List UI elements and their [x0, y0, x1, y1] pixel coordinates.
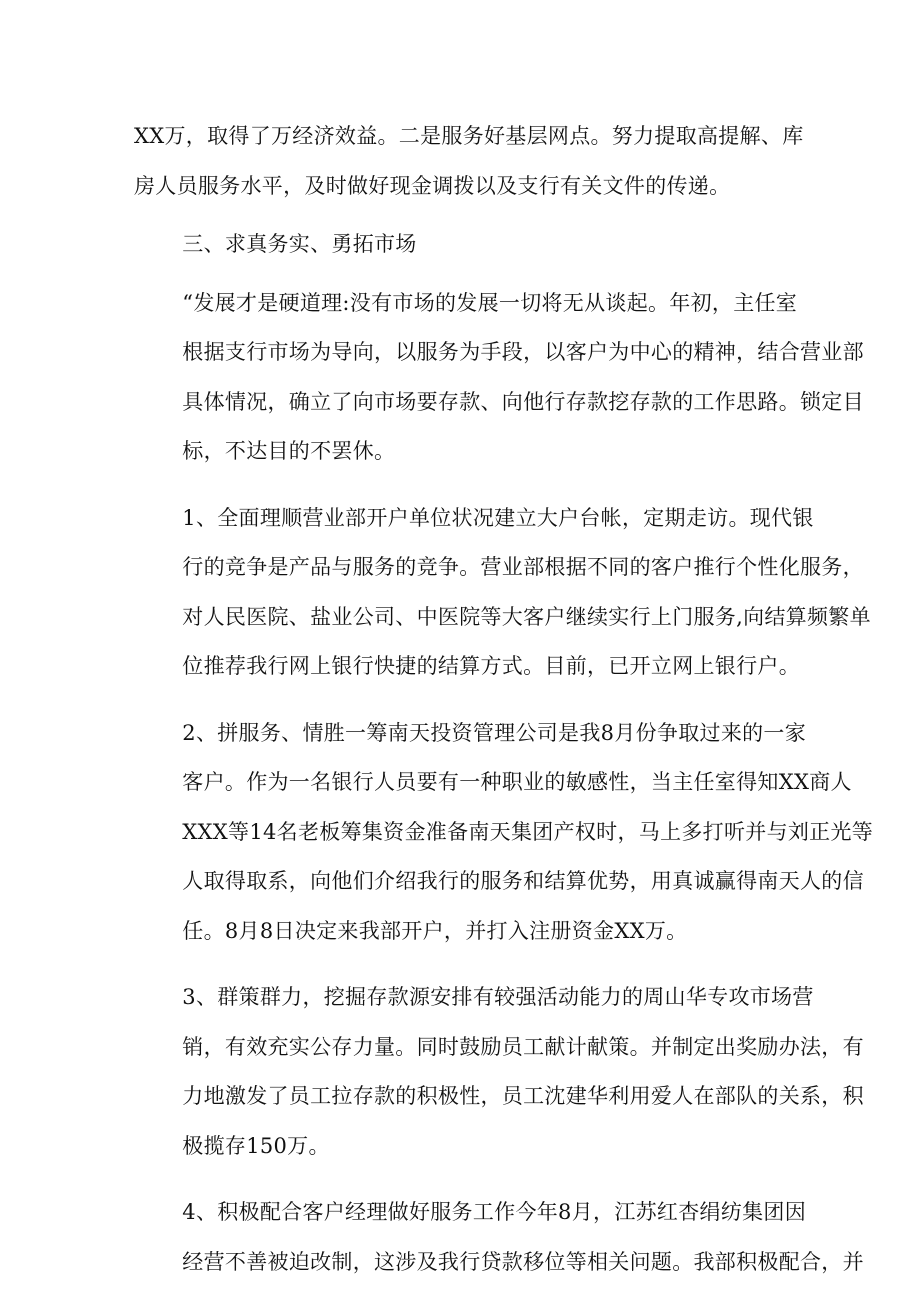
text-line: 3、群策群力，挖掘存款源安排有较强活动能力的周山华专攻市场营	[182, 985, 814, 1009]
text-line: “发展才是硬道理:没有市场的发展一切将无从谈起。年初，主任室	[182, 290, 798, 315]
text-line: 人取得取系，向他们介绍我行的服务和结算优势，用真诚赢得南天人的信	[182, 869, 864, 893]
text-line: 标，不达目的不罢休。	[182, 439, 396, 463]
paragraph-item-1	[134, 494, 871, 692]
text-line: 根据支行市场为导向，以服务为手段，以客户为中心的精神，结合营业部	[182, 340, 864, 364]
text-line: XXX等14名老板筹集资金准备南天集团产权时，马上多打听并与刘正光等	[182, 819, 874, 844]
paragraph-item-2	[134, 709, 874, 957]
text-line: 销，有效充实公存力量。同时鼓励员工献计献策。并制定出奖励办法，有	[182, 1034, 864, 1059]
text-line: XX万，取得了万经济效益。二是服务好基层网点。努力提取高提解、库	[134, 124, 804, 148]
text-line: 客户。作为一名银行人员要有一种职业的敏感性，当主任室得知XX商人	[182, 770, 852, 794]
paragraph-item-4	[134, 1188, 864, 1287]
text-line: 行的竞争是产品与服务的竞争。营业部根据不同的客户推行个性化服务，	[182, 555, 864, 579]
text-line: 经营不善被迫改制，这涉及我行贷款移位等相关问题。我部积极配合，并	[182, 1249, 864, 1274]
text-line: 2、拼服务、情胜一筹南天投资管理公司是我8月份争取过来的一家	[182, 720, 807, 745]
text-line: 任。8月8日决定来我部开户，并打入注册资金XX万。	[182, 918, 688, 943]
document-body	[134, 112, 874, 1287]
text-line: 4、积极配合客户经理做好服务工作今年8月，江苏红杏绢纺集团因	[182, 1200, 807, 1224]
text-line: 对人民医院、盐业公司、中医院等大客户继续实行上门服务,向结算频繁单	[182, 604, 871, 629]
text-line: 力地激发了员工拉存款的积极性，员工沈建华利用爱人在部队的关系，积	[182, 1084, 864, 1108]
text-line: 极揽存150万。	[182, 1133, 330, 1158]
paragraph-intro	[134, 279, 864, 477]
text-line: 具体情况，确立了向市场要存款、向他行存款挖存款的工作思路。锁定目	[182, 389, 864, 414]
section-heading	[134, 220, 786, 270]
text-line: 位推荐我行网上银行快捷的结算方式。目前，已开立网上银行户。	[182, 654, 800, 678]
text-line: 三、求真务实、勇拓市场	[182, 232, 417, 256]
text-line: 1、全面理顺营业部开户单位状况建立大户台帐，定期走访。现代银	[182, 505, 814, 530]
paragraph-continued	[134, 112, 804, 211]
paragraph-item-3	[134, 973, 864, 1171]
text-line: 房人员服务水平，及时做好现金调拨以及支行有关文件的传递。	[134, 173, 731, 198]
